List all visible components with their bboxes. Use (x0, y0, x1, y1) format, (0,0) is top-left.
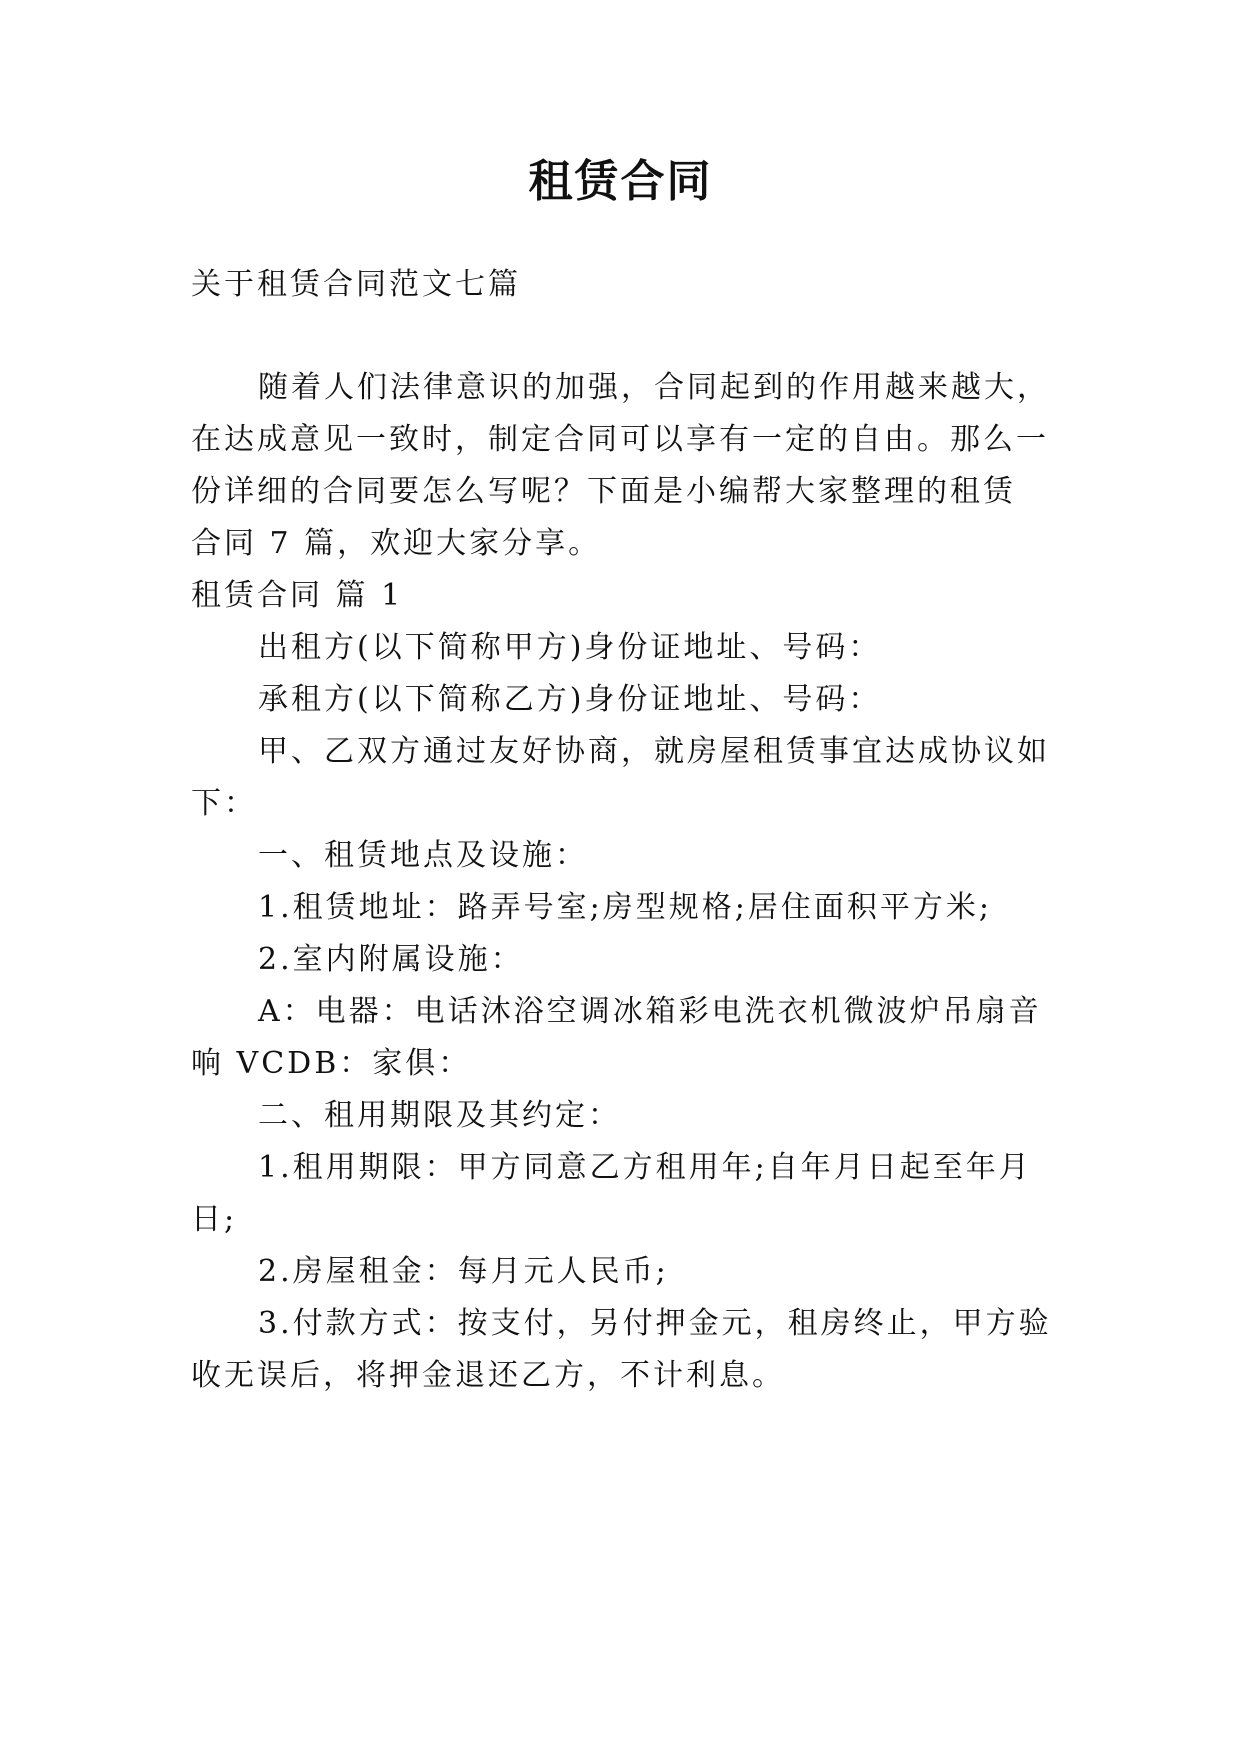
paragraph-line: 响 VCDB：家俱： (191, 1046, 472, 1081)
paragraph-line: 1.租赁地址：路弄号室;房型规格;居住面积平方米; (258, 890, 992, 925)
paragraph-line: 随着人们法律意识的加强，合同起到的作用越来越大， (258, 370, 1050, 405)
paragraph-line: 甲、乙双方通过友好协商，就房屋租赁事宜达成协议如 (258, 734, 1050, 769)
paragraph-line: 收无误后，将押金退还乙方，不计利息。 (191, 1358, 785, 1393)
document-subtitle: 关于租赁合同范文七篇 (191, 267, 521, 302)
paragraph-line: 出租方(以下简称甲方)身份证地址、号码： (258, 630, 882, 665)
paragraph-line: A：电器：电话沐浴空调冰箱彩电洗衣机微波炉吊扇音 (258, 994, 1042, 1029)
paragraph-line: 在达成意见一致时，制定合同可以享有一定的自由。那么一 (191, 422, 1049, 457)
paragraph-line: 合同 7 篇，欢迎大家分享。 (191, 526, 602, 561)
paragraph-line: 承租方(以下简称乙方)身份证地址、号码： (258, 682, 882, 717)
section-heading: 租赁合同 篇 1 (191, 578, 404, 613)
paragraph-line: 2.房屋租金：每月元人民币; (258, 1254, 669, 1289)
paragraph-line: 日; (191, 1202, 238, 1237)
paragraph-line: 份详细的合同要怎么写呢？下面是小编帮大家整理的租赁 (191, 474, 1016, 509)
paragraph-line: 下： (191, 786, 257, 821)
paragraph-line: 3.付款方式：按支付，另付押金元，租房终止，甲方验 (258, 1306, 1052, 1341)
document-title: 租赁合同 (528, 156, 713, 207)
paragraph-line: 2.室内附属设施： (258, 942, 524, 977)
paragraph-line: 一、租赁地点及设施： (258, 838, 588, 873)
paragraph-line: 1.租用期限：甲方同意乙方租用年;自年月日起至年月 (258, 1150, 1032, 1185)
paragraph-line: 二、租用期限及其约定： (258, 1098, 621, 1133)
